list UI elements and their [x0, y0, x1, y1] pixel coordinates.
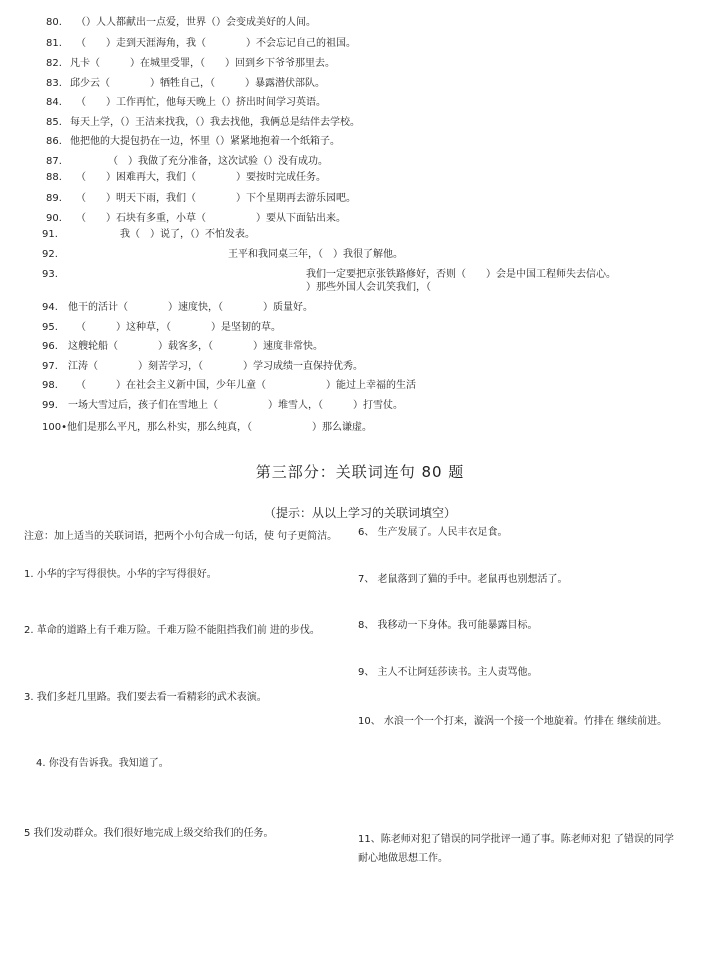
item-text: 他干的活计（ ）速度快，（ ）质量好。 — [68, 302, 313, 313]
item-97 — [42, 360, 363, 374]
item-text: 凡卡（ ）在城里受罪，（ ）回到乡下爷爷那里去。 — [70, 58, 335, 69]
item-80 — [46, 16, 316, 30]
item-81 — [46, 37, 356, 51]
question-5: 5 我们发动群众。我们很好地完成上级交给我们的任务。 — [24, 828, 274, 839]
item-98 — [42, 379, 416, 393]
item-text: （ ）在社会主义新中国，少年儿童（ ）能过上幸福的生活 — [76, 380, 416, 391]
item-92 — [42, 248, 403, 262]
section-hint: （提示：从以上学习的关联词填空） — [263, 506, 456, 520]
item-number: 95. — [42, 322, 58, 333]
question-4: 4. 你没有告诉我。我知道了。 — [36, 758, 169, 769]
item-number: 88. — [46, 172, 62, 183]
item-84 — [46, 96, 326, 110]
item-number: 80. — [46, 17, 62, 28]
item-95 — [42, 321, 281, 335]
section-title: 第三部分：关联词连句 80 题 — [255, 463, 465, 481]
item-number: 87. — [46, 156, 62, 167]
item-number: 84. — [46, 97, 62, 108]
item-100 — [42, 421, 372, 435]
item-86 — [46, 135, 340, 149]
item-text: 我们一定要把京张铁路修好，否则（ ）会是中国工程师失去信心。 — [306, 269, 616, 280]
item-text: 王平和我同桌三年，（ ）我很了解他。 — [228, 249, 403, 260]
item-88 — [46, 171, 326, 185]
question-1: 1. 小华的字写得很快。小华的字写得很好。 — [24, 569, 217, 580]
item-91 — [42, 228, 255, 242]
question-3: 3. 我们多赶几里路。我们要去看一看精彩的武术表演。 — [24, 692, 267, 703]
item-text: （ ）这种草，（ ）是坚韧的草。 — [76, 322, 281, 333]
item-number: 89. — [46, 193, 62, 204]
item-text: （ ）工作再忙，他每天晚上（）挤出时间学习英语。 — [76, 97, 326, 108]
item-text: •他们是那么平凡，那么朴实，那么纯真，（ ）那么谦虚。 — [61, 422, 372, 433]
item-text: 邱少云（ ）牺牲自己，（ ）暴露潜伏部队。 — [70, 78, 325, 89]
item-text: 每天上学，（）王洁来找我，（）我去找他，我俩总是结伴去学校。 — [70, 117, 360, 128]
item-93 — [42, 268, 616, 282]
item-89 — [46, 192, 356, 206]
item-number: 97. — [42, 361, 58, 372]
item-text: 江涛（ ）刻苦学习，（ ）学习成绩一直保持优秀。 — [68, 361, 363, 372]
item-number: 93. — [42, 269, 58, 280]
item-text: （ ）走到天涯海角，我（ ）不会忘记自己的祖国。 — [76, 38, 356, 49]
question-10: 10、 水浪一个一个打来，漩涡一个接一个地旋着。竹排在 继续前进。 — [358, 716, 668, 727]
item-number: 90. — [46, 213, 62, 224]
item-text: （）人人都献出一点爱，世界（）会变成美好的人间。 — [76, 17, 316, 28]
question-7: 7、 老鼠落到了猫的手中。老鼠再也别想活了。 — [358, 574, 568, 585]
item-text: 这艘轮船（ ）载客多，（ ）速度非常快。 — [68, 341, 323, 352]
item-number: 98. — [42, 380, 58, 391]
item-number: 91. — [42, 229, 58, 240]
item-number: 96. — [42, 341, 58, 352]
item-99 — [42, 399, 403, 413]
item-number: 99. — [42, 400, 58, 411]
item-87 — [46, 155, 328, 169]
question-9: 9、 主人不让阿廷莎读书。主人责骂他。 — [358, 667, 538, 678]
question-6: 6、 生产发展了。人民丰衣足食。 — [358, 527, 508, 538]
item-number: 94. — [42, 302, 58, 313]
item-93-continuation: ）那些外国人会讥笑我们，（ — [306, 282, 431, 293]
item-text: 一场大雪过后，孩子们在雪地上（ ）堆雪人，（ ）打雪仗。 — [68, 400, 403, 411]
question-8: 8、 我移动一下身体。我可能暴露目标。 — [358, 620, 538, 631]
item-number: 86. — [46, 136, 62, 147]
item-83 — [46, 77, 325, 91]
question-2: 2. 革命的道路上有千难万险。千难万险不能阻挡我们前 进的步伐。 — [24, 625, 320, 636]
item-number: 81. — [46, 38, 62, 49]
item-number: 85. — [46, 117, 62, 128]
item-number: 100 — [42, 422, 62, 433]
item-text: 他把他的大提包扔在一边，怀里（）紧紧地抱着一个纸箱子。 — [70, 136, 340, 147]
item-number: 82. — [46, 58, 62, 69]
item-number: 92. — [42, 249, 58, 260]
item-96 — [42, 340, 323, 354]
item-94 — [42, 301, 313, 315]
instruction-note: 注意：加上适当的关联词语，把两个小句合成一句话，使 句子更简洁。 — [24, 531, 338, 542]
item-90 — [46, 212, 346, 226]
item-82 — [46, 57, 335, 71]
item-text: 我（ ）说了，（）不怕发表。 — [120, 229, 255, 240]
item-text: （ ）石块有多重，小草（ ）要从下面钻出来。 — [76, 213, 346, 224]
item-text: （ ）明天下雨，我们（ ）下个星期再去游乐园吧。 — [76, 193, 356, 204]
item-number: 83. — [46, 78, 62, 89]
item-85 — [46, 116, 360, 130]
item-text: （ ）困难再大，我们（ ）要按时完成任务。 — [76, 172, 326, 183]
item-text: （ ）我做了充分准备，这次试验（）没有成功。 — [108, 156, 328, 167]
question-11: 11、陈老师对犯了错误的同学批评一通了事。陈老师对犯 了错误的同学耐心地做思想工作。 — [358, 834, 674, 864]
